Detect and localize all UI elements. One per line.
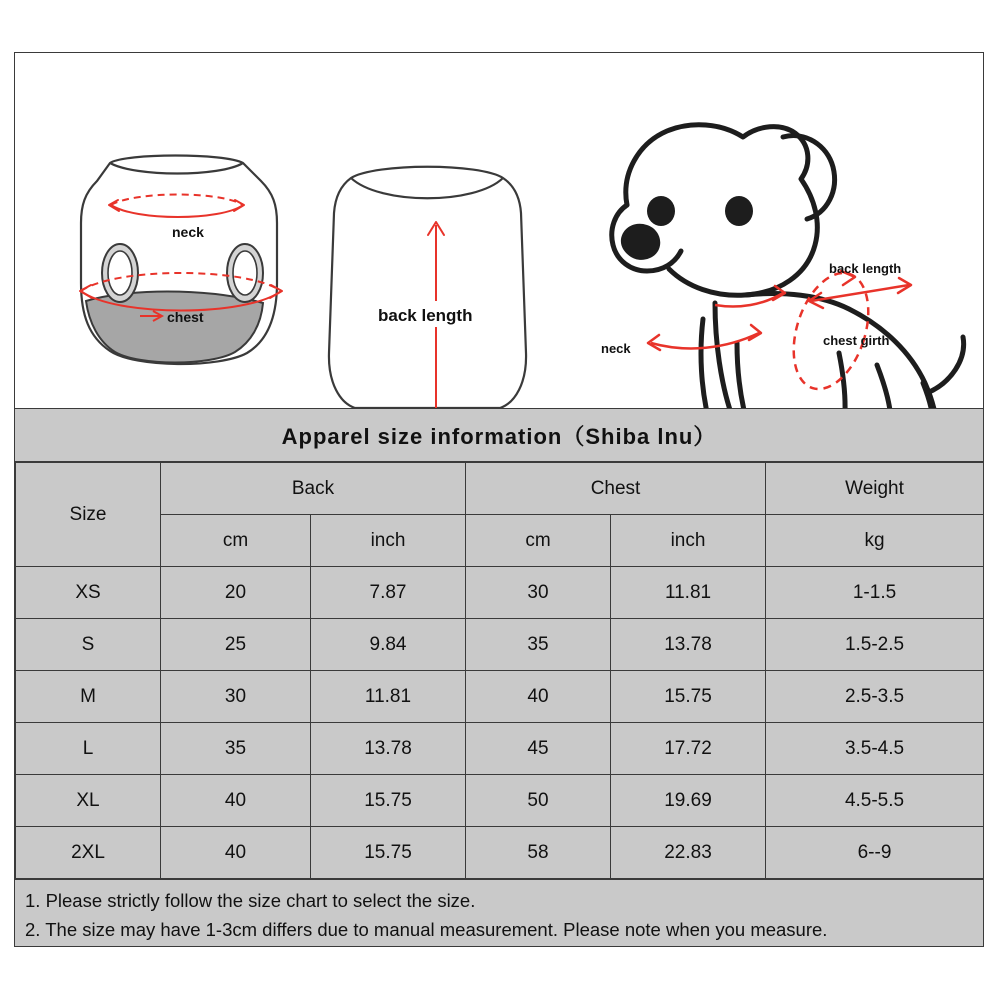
cell-weight-kg: 6--9 [766, 827, 984, 879]
label-chest-front: chest [167, 309, 204, 325]
cell-size: XL [16, 775, 161, 827]
dog-illustration [612, 125, 964, 408]
label-dog-neck: neck [601, 341, 631, 356]
cell-size: L [16, 723, 161, 775]
header-back-cm: cm [161, 515, 311, 567]
cell-weight-kg: 4.5-5.5 [766, 775, 984, 827]
cell-chest-inch: 22.83 [611, 827, 766, 879]
header-chest-cm: cm [466, 515, 611, 567]
table-unit-header-row [16, 515, 984, 567]
table-row [16, 775, 984, 827]
header-size: Size [16, 463, 161, 567]
cell-chest-inch: 15.75 [611, 671, 766, 723]
table-row [16, 671, 984, 723]
header-weight-kg: kg [766, 515, 984, 567]
table-row [16, 567, 984, 619]
cell-back-inch: 9.84 [311, 619, 466, 671]
cell-weight-kg: 2.5-3.5 [766, 671, 984, 723]
note-line-1: 1. Please strictly follow the size chart to select the size. [25, 890, 476, 911]
size-table [15, 462, 984, 879]
label-back-length-garment: back length [378, 306, 473, 325]
cell-chest-inch: 19.69 [611, 775, 766, 827]
cell-weight-kg: 3.5-4.5 [766, 723, 984, 775]
chest-girth-measure [780, 263, 882, 398]
back-view-garment [329, 167, 526, 408]
cell-size: XS [16, 567, 161, 619]
table-group-header-row [16, 463, 984, 515]
cell-back-inch: 7.87 [311, 567, 466, 619]
cell-back-inch: 15.75 [311, 827, 466, 879]
header-chest-inch: inch [611, 515, 766, 567]
cell-weight-kg: 1.5-2.5 [766, 619, 984, 671]
cell-size: 2XL [16, 827, 161, 879]
table-row [16, 827, 984, 879]
illustration-area [15, 53, 983, 408]
header-weight: Weight [766, 463, 984, 515]
size-chart-frame [14, 52, 984, 947]
cell-back-cm: 30 [161, 671, 311, 723]
table-body [16, 567, 984, 879]
cell-chest-cm: 58 [466, 827, 611, 879]
cell-back-cm: 20 [161, 567, 311, 619]
cell-back-inch: 15.75 [311, 775, 466, 827]
cell-back-inch: 11.81 [311, 671, 466, 723]
cell-back-cm: 40 [161, 775, 311, 827]
cell-back-inch: 13.78 [311, 723, 466, 775]
page-title: Apparel size information（Shiba lnu） [281, 423, 717, 449]
label-dog-back-length: back length [829, 261, 902, 276]
table-title-band [15, 408, 983, 462]
neck-measure-line [109, 195, 244, 218]
cell-chest-inch: 17.72 [611, 723, 766, 775]
header-back: Back [161, 463, 466, 515]
cell-chest-cm: 50 [466, 775, 611, 827]
cell-chest-cm: 40 [466, 671, 611, 723]
note-line-2: 2. The size may have 1-3cm differs due to manual measurement. Please note when you measure. [25, 918, 828, 940]
cell-weight-kg: 1-1.5 [766, 567, 984, 619]
label-neck-front: neck [172, 224, 204, 240]
cell-back-cm: 35 [161, 723, 311, 775]
front-view-garment [81, 156, 277, 365]
label-chest-girth: chest girth [823, 333, 890, 348]
header-back-inch: inch [311, 515, 466, 567]
cell-chest-inch: 11.81 [611, 567, 766, 619]
notes-area [15, 879, 983, 947]
table-row [16, 723, 984, 775]
cell-chest-cm: 35 [466, 619, 611, 671]
cell-back-cm: 25 [161, 619, 311, 671]
table-row [16, 619, 984, 671]
cell-chest-cm: 45 [466, 723, 611, 775]
cell-size: M [16, 671, 161, 723]
cell-back-cm: 40 [161, 827, 311, 879]
header-chest: Chest [466, 463, 766, 515]
cell-chest-inch: 13.78 [611, 619, 766, 671]
cell-chest-cm: 30 [466, 567, 611, 619]
cell-size: S [16, 619, 161, 671]
